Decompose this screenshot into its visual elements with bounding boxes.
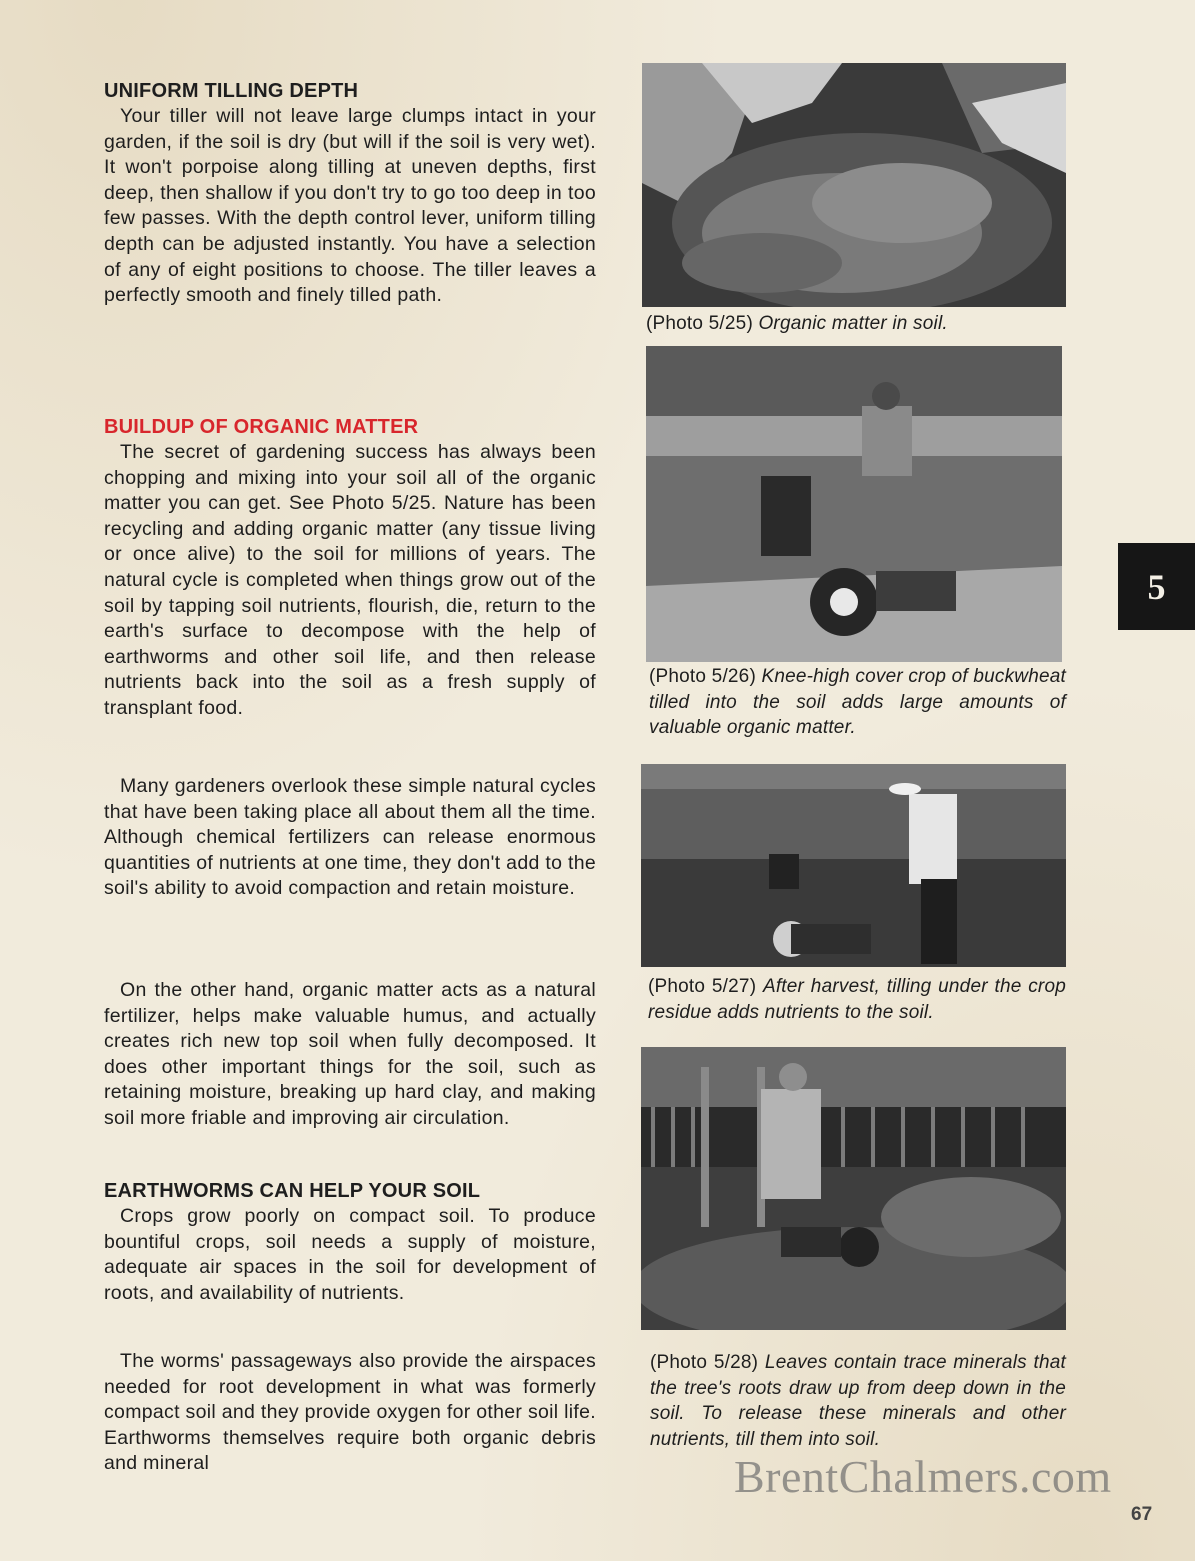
page-number: 67 — [1131, 1504, 1153, 1525]
photo-buckwheat-tilling — [646, 346, 1062, 662]
caption-photo-5-25 — [646, 311, 1066, 337]
caption-text: Knee-high cover crop of buckwheat tilled into the soil adds large amounts of valuable organic matter. — [649, 666, 1066, 738]
heading-buildup-organic-matter: BUILDUP OF ORGANIC MATTER — [104, 416, 419, 438]
caption-photo-5-27 — [648, 974, 1066, 1025]
photo-harvest-tilling — [641, 764, 1066, 967]
caption-photo-5-26 — [649, 664, 1066, 741]
section-buildup-organic — [104, 414, 596, 722]
watermark: BrentChalmers.com — [734, 1451, 1112, 1502]
paragraph-buildup-2: Many gardeners overlook these simple natural cycles that have been taking place all about them all the time. Although chemical fertilizers can release enormous quantities of nutrients at one time, they don't add to the soil's ability to avoid compaction and retain moisture. — [104, 775, 596, 900]
chapter-tab: 5 — [1118, 543, 1195, 630]
heading-earthworms: EARTHWORMS CAN HELP YOUR SOIL — [104, 1180, 481, 1202]
caption-number: (Photo 5/26) — [649, 666, 756, 687]
photo-organic-matter — [642, 63, 1066, 307]
section-earthworms-p2 — [104, 1349, 596, 1477]
caption-text: Organic matter in soil. — [758, 313, 948, 334]
paragraph-earthworms-1: Crops grow poorly on compact soil. To produce bountiful crops, soil needs a supply of moisture, adequate air spaces in the soil for development of roots, and availability of nutrients. — [104, 1205, 596, 1304]
section-uniform-tilling — [104, 78, 596, 309]
caption-text: After harvest, tilling under the crop residue adds nutrients to the soil. — [648, 976, 1066, 1023]
caption-number: (Photo 5/28) — [650, 1352, 759, 1373]
heading-uniform-tilling-depth: UNIFORM TILLING DEPTH — [104, 80, 359, 102]
paragraph-buildup-1: The secret of gardening success has always been chopping and mixing into your soil all of the organic matter you can get. See Photo 5/25. Nature has been recycling and adding organic matter (any tissue living or once alive) to the soil for millions of years. The natural cycle is completed when things grow out of the soil by tapping soil nutrients, flourish, die, return to the earth's surface to decompose with the help of earthworms and other soil life, and then release nutrients back into the soil as a fresh supply of transplant food. — [104, 441, 596, 719]
paragraph-buildup-3: On the other hand, organic matter acts as a natural fertilizer, helps make valuable humus, and actually creates rich new top soil when fully decomposed. It does other important things for the soil, such as retaining moisture, breaking up hard clay, and making soil more friable and improving air circulation. — [104, 979, 596, 1129]
caption-text: Leaves contain trace minerals that the tree's roots draw up from deep down in the soil. To release these minerals and other nutrients, till them into soil. — [650, 1352, 1067, 1450]
photo-leaves-tilling — [641, 1047, 1066, 1330]
section-buildup-p2 — [104, 774, 596, 902]
paragraph-earthworms-2: The worms' passageways also provide the airspaces needed for root development in what was formerly compact soil and they provide oxygen for other soil life. Earthworms themselves require both organic debris and mineral — [104, 1350, 596, 1475]
section-buildup-p3 — [104, 978, 596, 1132]
section-earthworms — [104, 1178, 596, 1306]
caption-number: (Photo 5/27) — [648, 976, 757, 997]
paragraph-uniform-tilling: Your tiller will not leave large clumps intact in your garden, if the soil is dry (but will if the soil is very wet). It won't porpoise along tilling at uneven depths, first deep, then shallow if you don't try to go too deep in too few passes. With the depth control lever, uniform tilling depth can be adjusted instantly. You have a selection of any of eight positions to choose. The tiller leaves a perfectly smooth and finely tilled path. — [104, 105, 596, 307]
caption-photo-5-28 — [650, 1350, 1066, 1452]
caption-number: (Photo 5/25) — [646, 313, 753, 334]
